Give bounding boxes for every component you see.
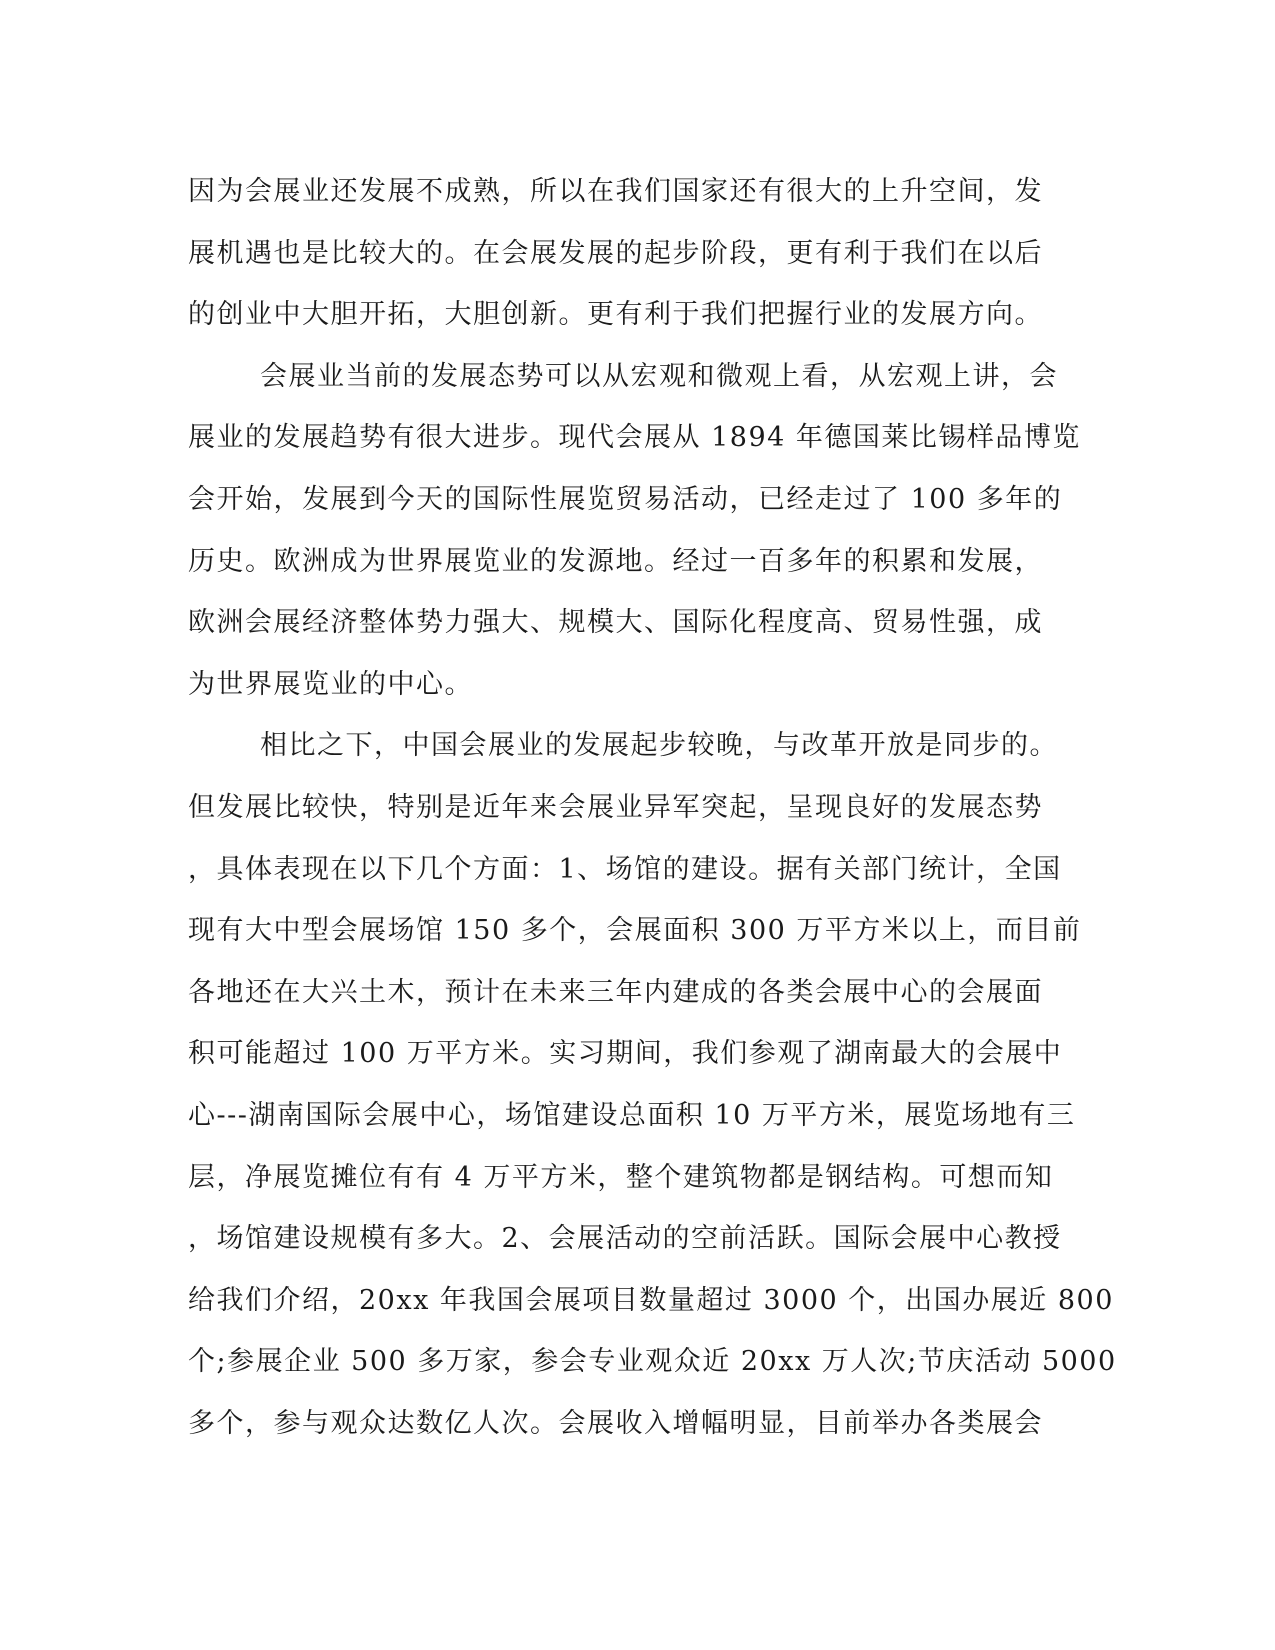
text-line: 积可能超过 100 万平方米。实习期间，我们参观了湖南最大的会展中: [188, 1038, 1063, 1070]
text-line: 会开始，发展到今天的国际性展览贸易活动，已经走过了 100 多年的: [188, 483, 1063, 515]
text-line: 欧洲会展经济整体势力强大、规模大、国际化程度高、贸易性强，成: [188, 607, 1043, 639]
text-line: 但发展比较快，特别是近年来会展业异军突起，呈现良好的发展态势: [188, 791, 1043, 823]
text-line: ，具体表现在以下几个方面：1、场馆的建设。据有关部门统计，全国: [188, 853, 1062, 885]
text-line: 因为会展业还发展不成熟，所以在我们国家还有很大的上升空间，发: [188, 176, 1043, 207]
text-line: 历史。欧洲成为世界展览业的发源地。经过一百多年的积累和发展，: [188, 545, 1043, 577]
text-line: 给我们介绍，20xx 年我国会展项目数量超过 3000 个，出国办展近 800: [188, 1284, 1114, 1316]
paragraph-start-line: 会展业当前的发展态势可以从宏观和微观上看，从宏观上讲，会: [260, 360, 1058, 392]
text-line: 各地还在大兴土木，预计在未来三年内建成的各类会展中心的会展面: [188, 976, 1043, 1008]
text-line: 层，净展览摊位有有 4 万平方米，整个建筑物都是钢结构。可想而知: [188, 1161, 1054, 1193]
text-line: 展机遇也是比较大的。在会展发展的起步阶段，更有利于我们在以后: [188, 237, 1043, 269]
text-line: 现有大中型会展场馆 150 多个，会展面积 300 万平方米以上，而目前: [188, 915, 1082, 947]
text-line: 心---湖南国际会展中心，场馆建设总面积 10 万平方米，展览场地有三: [188, 1099, 1076, 1131]
text-line: 展业的发展趋势有很大进步。现代会展从 1894 年德国莱比锡样品博览: [188, 422, 1081, 454]
text-line: 的创业中大胆开拓，大胆创新。更有利于我们把握行业的发展方向。: [188, 299, 1043, 331]
text-line: ，场馆建设规模有多大。2、会展活动的空前活跃。国际会展中心教授: [188, 1223, 1062, 1255]
paragraph-start-line: 相比之下，中国会展业的发展起步较晚，与改革开放是同步的。: [260, 730, 1058, 762]
text-line: 个;参展企业 500 多万家，参会专业观众近 20xx 万人次;节庆活动 5000: [188, 1346, 1117, 1378]
body-text: [188, 161, 1117, 1454]
text-line: 为世界展览业的中心。: [188, 668, 473, 700]
text-line: 多个，参与观众达数亿人次。会展收入增幅明显，目前举办各类展会: [188, 1407, 1043, 1439]
